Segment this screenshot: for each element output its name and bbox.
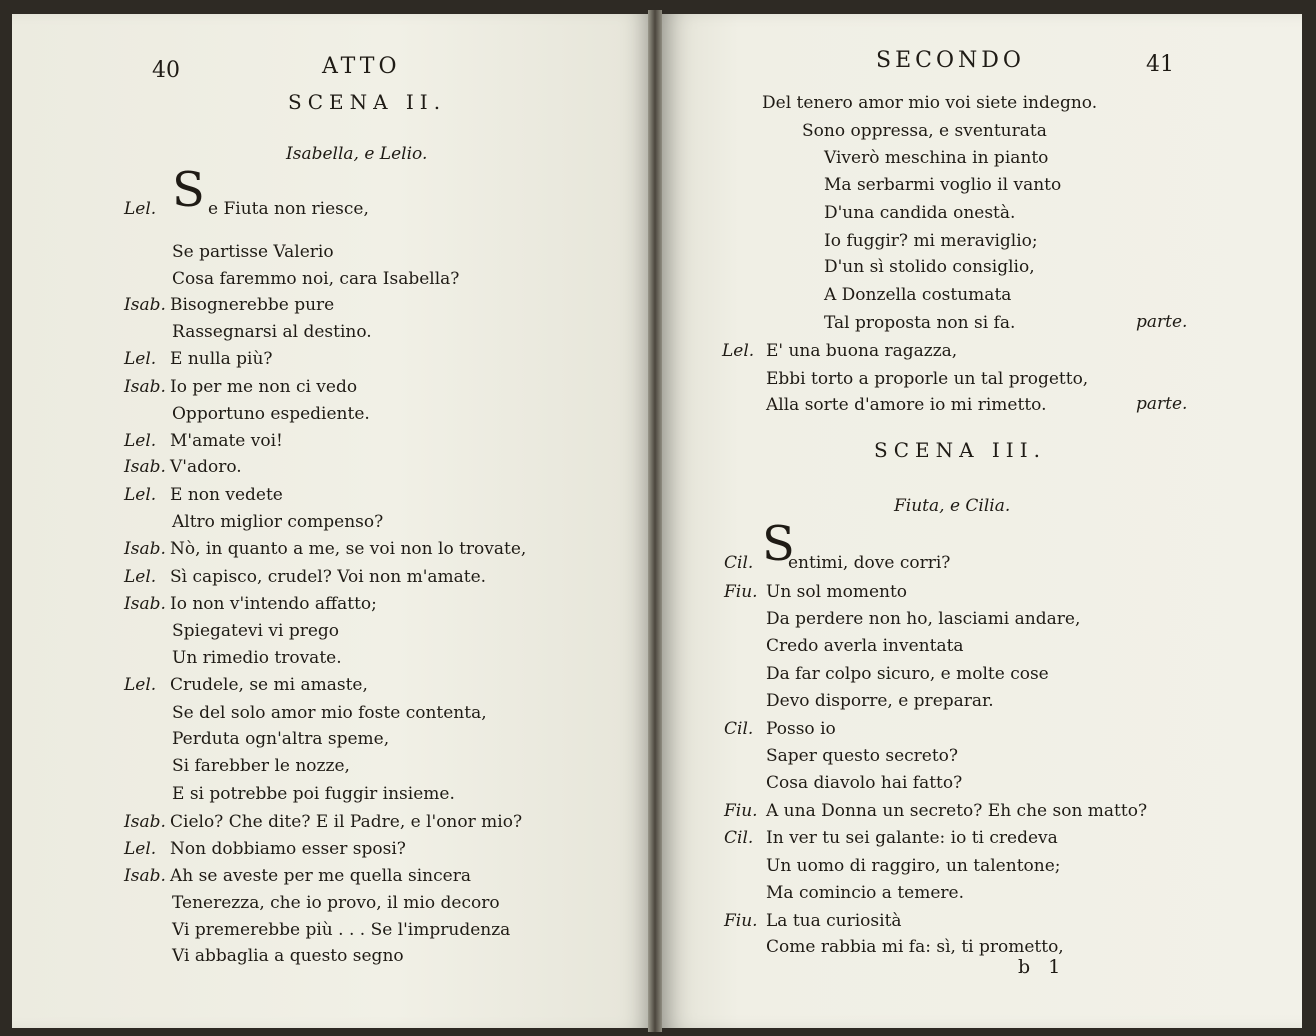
verse-line: Un uomo di raggiro, un talentone;: [766, 856, 1061, 876]
book-gutter: [648, 10, 662, 1032]
verse-line: Vi premerebbe più . . . Se l'imprudenza: [172, 920, 511, 940]
stage-direction: parte.: [1136, 394, 1188, 414]
speaker-label: Isab.: [124, 295, 166, 315]
verse-line: Se del solo amor mio foste contenta,: [172, 703, 487, 723]
speaker-label: Lel.: [124, 839, 157, 859]
verse-line: Devo disporre, e preparar.: [766, 691, 994, 711]
verse-line: Da far colpo sicuro, e molte cose: [766, 664, 1049, 684]
speaker-label: Lel.: [124, 485, 157, 505]
verse-line: Non dobbiamo esser sposi?: [170, 839, 406, 859]
left-page: [12, 14, 648, 1028]
speaker-label: Isab.: [124, 812, 166, 832]
verse-line: e Fiuta non riesce,: [208, 199, 369, 219]
verse-line: E non vedete: [170, 485, 283, 505]
verse-line: Crudele, se mi amaste,: [170, 675, 368, 695]
page-number-right: 41: [1146, 52, 1174, 77]
speaker-label: Cil.: [724, 553, 754, 573]
verse-line: Credo averla inventata: [766, 636, 964, 656]
speaker-label: Lel.: [124, 349, 157, 369]
verse-line: Del tenero amor mio voi siete indegno.: [762, 93, 1098, 113]
verse-line: Tenerezza, che io provo, il mio decoro: [172, 893, 500, 913]
speaker-label: Cil.: [724, 719, 754, 739]
verse-line: Altro miglior compenso?: [172, 512, 384, 532]
verse-line: Cielo? Che dite? E il Padre, e l'onor mio?: [170, 812, 523, 832]
running-head-left: ATTO: [322, 54, 401, 79]
page-number-left: 40: [152, 58, 180, 83]
verse-line: E' una buona ragazza,: [766, 341, 958, 361]
speaker-label: Lel.: [124, 431, 157, 451]
verse-line: Io fuggir? mi meraviglio;: [824, 231, 1038, 251]
speaker-label: Isab.: [124, 539, 166, 559]
verse-line: Alla sorte d'amore io mi rimetto.: [766, 395, 1047, 415]
verse-line: Opportuno espediente.: [172, 404, 370, 424]
verse-line: Cosa faremmo noi, cara Isabella?: [172, 269, 460, 289]
verse-line: A una Donna un secreto? Eh che son matto?: [766, 801, 1148, 821]
verse-line: Cosa diavolo hai fatto?: [766, 773, 963, 793]
speaker-label: Cil.: [724, 828, 754, 848]
verse-line: Vi abbaglia a questo segno: [172, 946, 404, 966]
speaker-label: Fiu.: [724, 911, 758, 931]
verse-line: Sono oppressa, e sventurata: [802, 121, 1047, 141]
scene-heading-iii: SCENA III.: [874, 438, 1046, 462]
speaker-label: Fiu.: [724, 801, 758, 821]
verse-line: Se partisse Valerio: [172, 242, 334, 262]
verse-line: Spiegatevi vi prego: [172, 621, 340, 641]
scene-characters-iii: Fiuta, e Cilia.: [894, 496, 1011, 516]
speaker-label: Isab.: [124, 377, 166, 397]
verse-line: Come rabbia mi fa: sì, ti prometto,: [766, 937, 1064, 957]
verse-line: Da perdere non ho, lasciami andare,: [766, 609, 1081, 629]
speaker-label: Lel.: [124, 567, 157, 587]
speaker-label: Lel.: [124, 675, 157, 695]
drop-cap-right: S: [762, 516, 795, 572]
verse-line: entimi, dove corri?: [788, 553, 951, 573]
speaker-label: Isab.: [124, 594, 166, 614]
verse-line: In ver tu sei galante: io ti credeva: [766, 828, 1058, 848]
verse-line: Saper questo secreto?: [766, 746, 959, 766]
verse-line: Ah se aveste per me quella sincera: [170, 866, 471, 886]
verse-line: Io non v'intendo affatto;: [170, 594, 377, 614]
scene-heading-ii: SCENA II.: [288, 90, 447, 114]
verse-line: Io per me non ci vedo: [170, 377, 358, 397]
verse-line: Posso io: [766, 719, 836, 739]
speaker-label: Isab.: [124, 457, 166, 477]
verse-line: Nò, in quanto a me, se voi non lo trovate,: [170, 539, 527, 559]
verse-line: Ma comincio a temere.: [766, 883, 965, 903]
verse-line: V'adoro.: [170, 457, 242, 477]
verse-line: Viverò meschina in pianto: [824, 148, 1049, 168]
verse-line: Perduta ogn'altra speme,: [172, 729, 390, 749]
verse-line: M'amate voi!: [170, 431, 283, 451]
verse-line: Ma serbarmi voglio il vanto: [824, 175, 1062, 195]
verse-line: Si farebber le nozze,: [172, 756, 350, 776]
verse-line: Ebbi torto a proporle un tal progetto,: [766, 369, 1089, 389]
scene-characters-ii: Isabella, e Lelio.: [286, 144, 428, 164]
verse-line: E nulla più?: [170, 349, 273, 369]
verse-line: Tal proposta non si fa.: [824, 313, 1016, 333]
verse-line: La tua curiosità: [766, 911, 902, 931]
verse-line: D'un sì stolido consiglio,: [824, 257, 1035, 277]
stage-direction: parte.: [1136, 312, 1188, 332]
drop-cap-left: S: [172, 162, 205, 218]
verse-line: Sì capisco, crudel? Voi non m'amate.: [170, 567, 487, 587]
verse-line: A Donzella costumata: [824, 285, 1012, 305]
speaker-label: Lel.: [124, 199, 157, 219]
verse-line: Un rimedio trovate.: [172, 648, 342, 668]
verse-line: E si potrebbe poi fuggir insieme.: [172, 784, 455, 804]
signature-mark: b 1: [1018, 956, 1067, 978]
right-page: [662, 14, 1302, 1028]
verse-line: Rassegnarsi al destino.: [172, 322, 372, 342]
running-head-right: SECONDO: [876, 48, 1025, 73]
speaker-label: Lel.: [722, 341, 755, 361]
verse-line: Bisognerebbe pure: [170, 295, 335, 315]
speaker-label: Isab.: [124, 866, 166, 886]
speaker-label: Fiu.: [724, 582, 758, 602]
verse-line: Un sol momento: [766, 582, 908, 602]
verse-line: D'una candida onestà.: [824, 203, 1016, 223]
